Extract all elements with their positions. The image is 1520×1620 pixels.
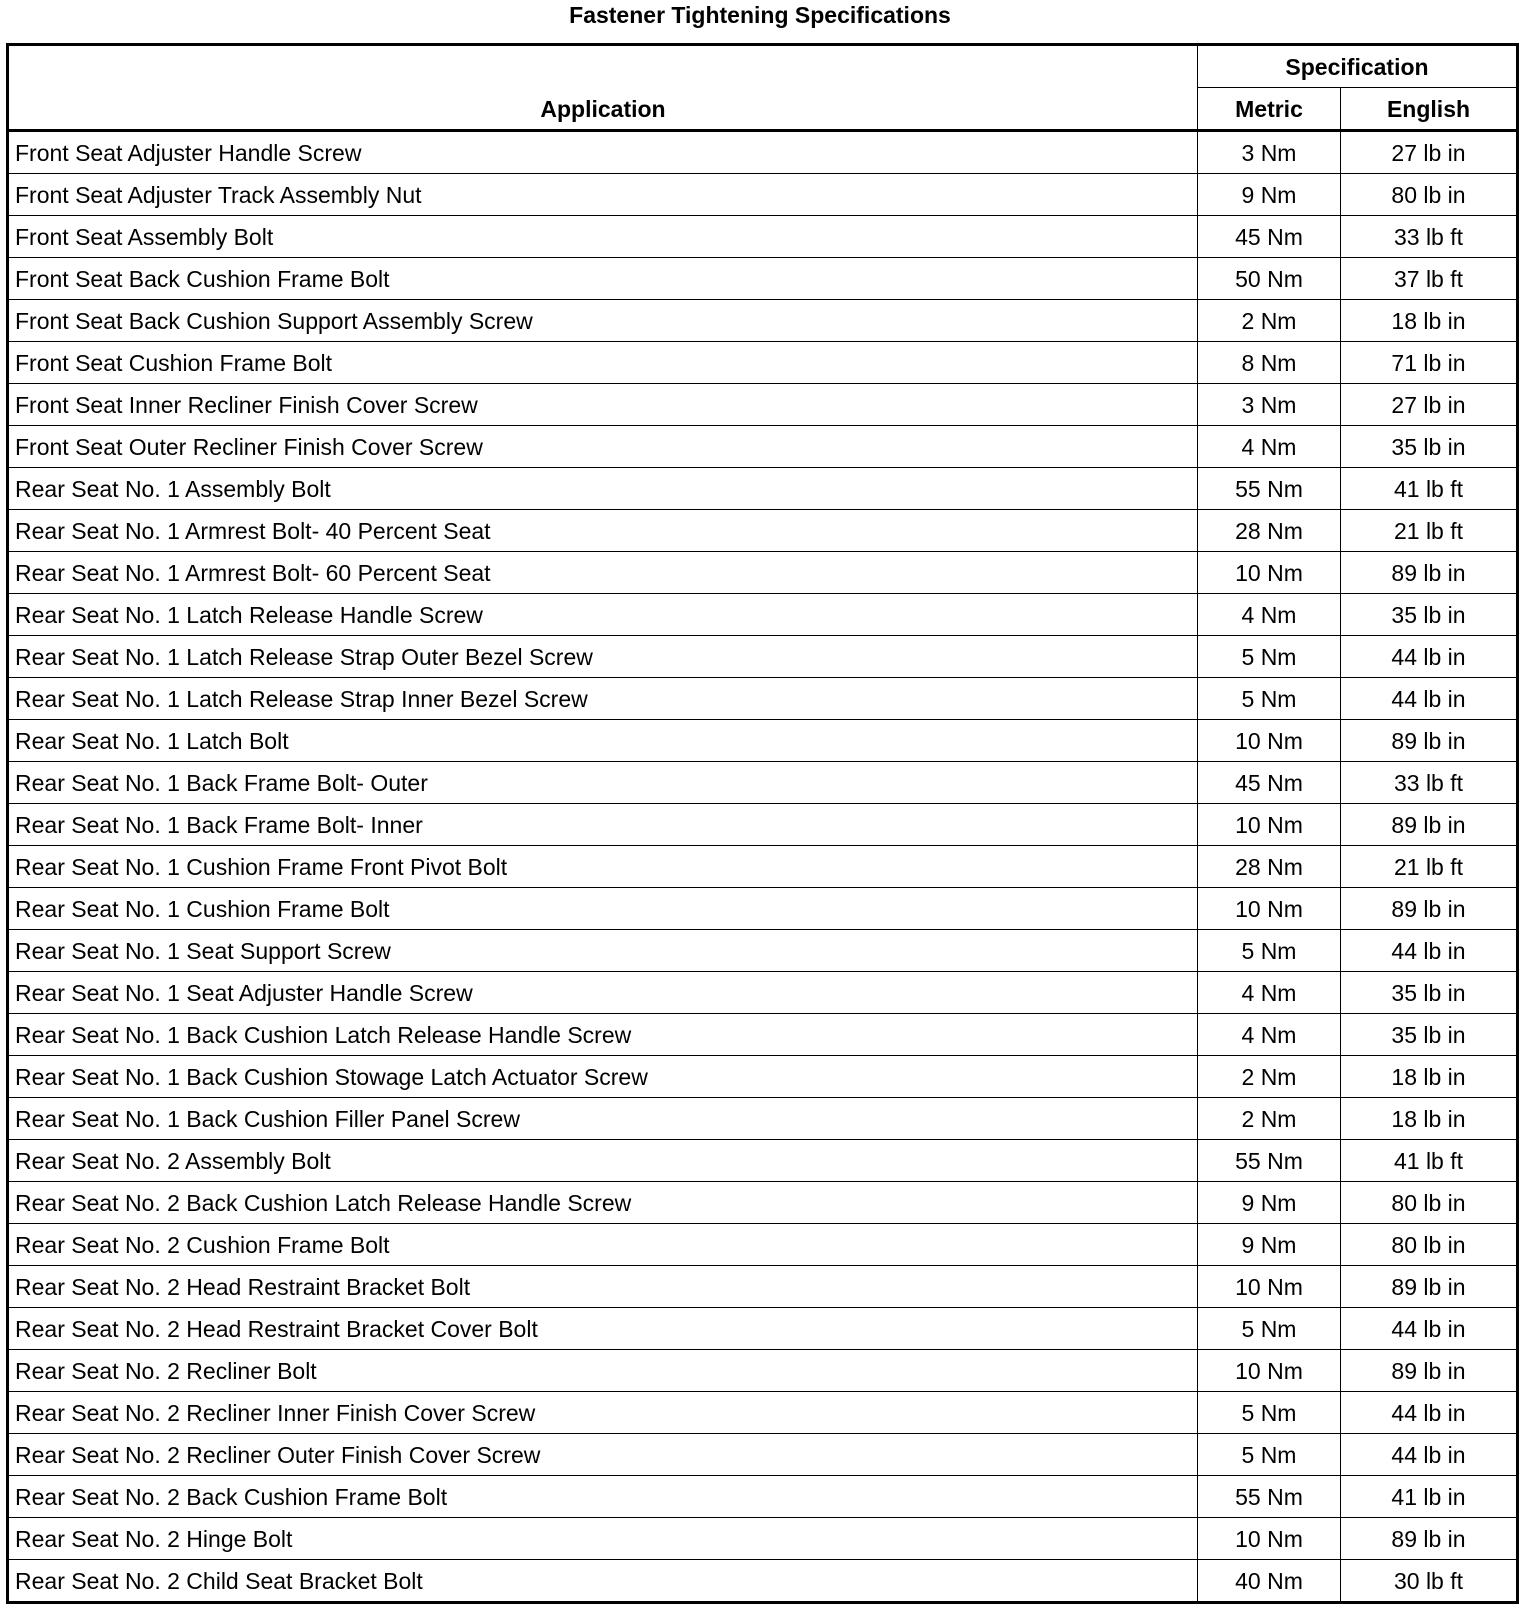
- english-cell: 89 lb in: [1341, 552, 1518, 594]
- application-cell: Rear Seat No. 2 Cushion Frame Bolt: [8, 1224, 1198, 1266]
- english-cell: 44 lb in: [1341, 930, 1518, 972]
- application-cell: Rear Seat No. 2 Back Cushion Latch Release Handle Screw: [8, 1182, 1198, 1224]
- table-row: [8, 258, 1518, 300]
- english-cell: 44 lb in: [1341, 1434, 1518, 1476]
- english-cell: 35 lb in: [1341, 1014, 1518, 1056]
- page-title: Fastener Tightening Specifications: [569, 2, 951, 28]
- english-cell: 41 lb in: [1341, 1476, 1518, 1518]
- metric-cell: 2 Nm: [1198, 1098, 1341, 1140]
- application-cell: Front Seat Adjuster Handle Screw: [8, 131, 1198, 174]
- specification-header: Specification: [1198, 45, 1518, 88]
- table-row: [8, 1266, 1518, 1308]
- application-cell: Rear Seat No. 1 Back Cushion Latch Release Handle Screw: [8, 1014, 1198, 1056]
- application-cell: Rear Seat No. 1 Latch Release Handle Screw: [8, 594, 1198, 636]
- table-row: [8, 552, 1518, 594]
- table-row: [8, 1098, 1518, 1140]
- english-cell: 33 lb ft: [1341, 762, 1518, 804]
- application-cell: Front Seat Outer Recliner Finish Cover Screw: [8, 426, 1198, 468]
- english-cell: 89 lb in: [1341, 804, 1518, 846]
- metric-cell: 9 Nm: [1198, 1224, 1341, 1266]
- table-row: [8, 1392, 1518, 1434]
- application-cell: Rear Seat No. 2 Head Restraint Bracket Bolt: [8, 1266, 1198, 1308]
- english-cell: 89 lb in: [1341, 888, 1518, 930]
- table-row: [8, 174, 1518, 216]
- table-row: [8, 131, 1518, 174]
- application-header: Application: [8, 45, 1198, 131]
- application-cell: Rear Seat No. 1 Seat Adjuster Handle Screw: [8, 972, 1198, 1014]
- table-row: [8, 846, 1518, 888]
- metric-cell: 50 Nm: [1198, 258, 1341, 300]
- table-row: [8, 762, 1518, 804]
- table-row: [8, 468, 1518, 510]
- table-row: [8, 384, 1518, 426]
- table-row: [8, 1182, 1518, 1224]
- metric-cell: 9 Nm: [1198, 1182, 1341, 1224]
- metric-cell: 40 Nm: [1198, 1560, 1341, 1603]
- table-row: [8, 300, 1518, 342]
- metric-cell: 10 Nm: [1198, 720, 1341, 762]
- english-cell: 35 lb in: [1341, 972, 1518, 1014]
- metric-cell: 10 Nm: [1198, 1266, 1341, 1308]
- table-row: [8, 1224, 1518, 1266]
- table-row: [8, 678, 1518, 720]
- metric-cell: 3 Nm: [1198, 384, 1341, 426]
- metric-cell: 10 Nm: [1198, 1350, 1341, 1392]
- metric-cell: 10 Nm: [1198, 1518, 1341, 1560]
- metric-cell: 55 Nm: [1198, 1140, 1341, 1182]
- metric-cell: 10 Nm: [1198, 888, 1341, 930]
- english-cell: 71 lb in: [1341, 342, 1518, 384]
- metric-cell: 9 Nm: [1198, 174, 1341, 216]
- english-cell: 33 lb ft: [1341, 216, 1518, 258]
- application-cell: Rear Seat No. 1 Latch Release Strap Inner Bezel Screw: [8, 678, 1198, 720]
- metric-cell: 5 Nm: [1198, 930, 1341, 972]
- metric-cell: 4 Nm: [1198, 972, 1341, 1014]
- application-cell: Rear Seat No. 1 Armrest Bolt- 60 Percent Seat: [8, 552, 1198, 594]
- application-cell: Front Seat Back Cushion Frame Bolt: [8, 258, 1198, 300]
- metric-cell: 45 Nm: [1198, 216, 1341, 258]
- application-cell: Rear Seat No. 2 Recliner Inner Finish Cover Screw: [8, 1392, 1198, 1434]
- application-cell: Rear Seat No. 2 Back Cushion Frame Bolt: [8, 1476, 1198, 1518]
- table-row: [8, 1308, 1518, 1350]
- table-row: [8, 426, 1518, 468]
- english-cell: 44 lb in: [1341, 678, 1518, 720]
- english-cell: 41 lb ft: [1341, 468, 1518, 510]
- metric-cell: 8 Nm: [1198, 342, 1341, 384]
- english-cell: 89 lb in: [1341, 1350, 1518, 1392]
- table-row: [8, 1056, 1518, 1098]
- table-row: [8, 1560, 1518, 1603]
- application-cell: Front Seat Assembly Bolt: [8, 216, 1198, 258]
- application-cell: Front Seat Cushion Frame Bolt: [8, 342, 1198, 384]
- metric-cell: 5 Nm: [1198, 1392, 1341, 1434]
- english-cell: 27 lb in: [1341, 131, 1518, 174]
- table-row: [8, 1140, 1518, 1182]
- metric-cell: 4 Nm: [1198, 426, 1341, 468]
- table-row: [8, 720, 1518, 762]
- metric-cell: 55 Nm: [1198, 468, 1341, 510]
- application-cell: Rear Seat No. 2 Hinge Bolt: [8, 1518, 1198, 1560]
- metric-cell: 5 Nm: [1198, 636, 1341, 678]
- application-cell: Rear Seat No. 1 Cushion Frame Bolt: [8, 888, 1198, 930]
- table-row: [8, 342, 1518, 384]
- metric-cell: 28 Nm: [1198, 846, 1341, 888]
- english-cell: 89 lb in: [1341, 1266, 1518, 1308]
- table-body: [8, 131, 1518, 1603]
- english-cell: 41 lb ft: [1341, 1140, 1518, 1182]
- english-header: English: [1341, 88, 1518, 131]
- english-cell: 21 lb ft: [1341, 510, 1518, 552]
- application-cell: Front Seat Inner Recliner Finish Cover Screw: [8, 384, 1198, 426]
- table-row: [8, 216, 1518, 258]
- metric-cell: 2 Nm: [1198, 300, 1341, 342]
- english-cell: 80 lb in: [1341, 174, 1518, 216]
- application-cell: Rear Seat No. 1 Back Cushion Stowage Latch Actuator Screw: [8, 1056, 1198, 1098]
- metric-cell: 10 Nm: [1198, 804, 1341, 846]
- application-cell: Rear Seat No. 1 Back Frame Bolt- Inner: [8, 804, 1198, 846]
- english-cell: 44 lb in: [1341, 1308, 1518, 1350]
- metric-cell: 5 Nm: [1198, 1308, 1341, 1350]
- table-row: [8, 972, 1518, 1014]
- application-cell: Rear Seat No. 1 Back Cushion Filler Panel Screw: [8, 1098, 1198, 1140]
- table-row: [8, 636, 1518, 678]
- english-cell: 18 lb in: [1341, 1098, 1518, 1140]
- application-cell: Rear Seat No. 1 Latch Bolt: [8, 720, 1198, 762]
- metric-cell: 45 Nm: [1198, 762, 1341, 804]
- table-row: [8, 1476, 1518, 1518]
- application-cell: Rear Seat No. 2 Child Seat Bracket Bolt: [8, 1560, 1198, 1603]
- english-cell: 89 lb in: [1341, 1518, 1518, 1560]
- metric-cell: 3 Nm: [1198, 131, 1341, 174]
- spec-table: [6, 43, 1519, 1604]
- table-row: [8, 1014, 1518, 1056]
- english-cell: 37 lb ft: [1341, 258, 1518, 300]
- table-row: [8, 1350, 1518, 1392]
- english-cell: 18 lb in: [1341, 300, 1518, 342]
- application-cell: Rear Seat No. 1 Cushion Frame Front Pivot Bolt: [8, 846, 1198, 888]
- application-cell: Rear Seat No. 1 Seat Support Screw: [8, 930, 1198, 972]
- application-cell: Rear Seat No. 2 Assembly Bolt: [8, 1140, 1198, 1182]
- application-cell: Rear Seat No. 1 Back Frame Bolt- Outer: [8, 762, 1198, 804]
- application-cell: Rear Seat No. 2 Head Restraint Bracket Cover Bolt: [8, 1308, 1198, 1350]
- english-cell: 30 lb ft: [1341, 1560, 1518, 1603]
- english-cell: 21 lb ft: [1341, 846, 1518, 888]
- english-cell: 80 lb in: [1341, 1224, 1518, 1266]
- metric-cell: 5 Nm: [1198, 1434, 1341, 1476]
- table-row: [8, 1434, 1518, 1476]
- table-header: [8, 45, 1518, 131]
- application-cell: Rear Seat No. 1 Assembly Bolt: [8, 468, 1198, 510]
- english-cell: 35 lb in: [1341, 426, 1518, 468]
- metric-cell: 10 Nm: [1198, 552, 1341, 594]
- table-row: [8, 1518, 1518, 1560]
- application-cell: Rear Seat No. 1 Latch Release Strap Outer Bezel Screw: [8, 636, 1198, 678]
- table-row: [8, 888, 1518, 930]
- metric-cell: 4 Nm: [1198, 594, 1341, 636]
- application-cell: Rear Seat No. 2 Recliner Bolt: [8, 1350, 1198, 1392]
- application-cell: Front Seat Back Cushion Support Assembly Screw: [8, 300, 1198, 342]
- english-cell: 89 lb in: [1341, 720, 1518, 762]
- metric-cell: 2 Nm: [1198, 1056, 1341, 1098]
- table-row: [8, 594, 1518, 636]
- metric-cell: 5 Nm: [1198, 678, 1341, 720]
- metric-cell: 28 Nm: [1198, 510, 1341, 552]
- english-cell: 35 lb in: [1341, 594, 1518, 636]
- english-cell: 44 lb in: [1341, 636, 1518, 678]
- english-cell: 80 lb in: [1341, 1182, 1518, 1224]
- english-cell: 27 lb in: [1341, 384, 1518, 426]
- metric-cell: 4 Nm: [1198, 1014, 1341, 1056]
- application-cell: Front Seat Adjuster Track Assembly Nut: [8, 174, 1198, 216]
- metric-cell: 55 Nm: [1198, 1476, 1341, 1518]
- table-row: [8, 510, 1518, 552]
- table-row: [8, 930, 1518, 972]
- table-row: [8, 804, 1518, 846]
- application-cell: Rear Seat No. 1 Armrest Bolt- 40 Percent Seat: [8, 510, 1198, 552]
- application-cell: Rear Seat No. 2 Recliner Outer Finish Cover Screw: [8, 1434, 1198, 1476]
- english-cell: 44 lb in: [1341, 1392, 1518, 1434]
- metric-header: Metric: [1198, 88, 1341, 131]
- english-cell: 18 lb in: [1341, 1056, 1518, 1098]
